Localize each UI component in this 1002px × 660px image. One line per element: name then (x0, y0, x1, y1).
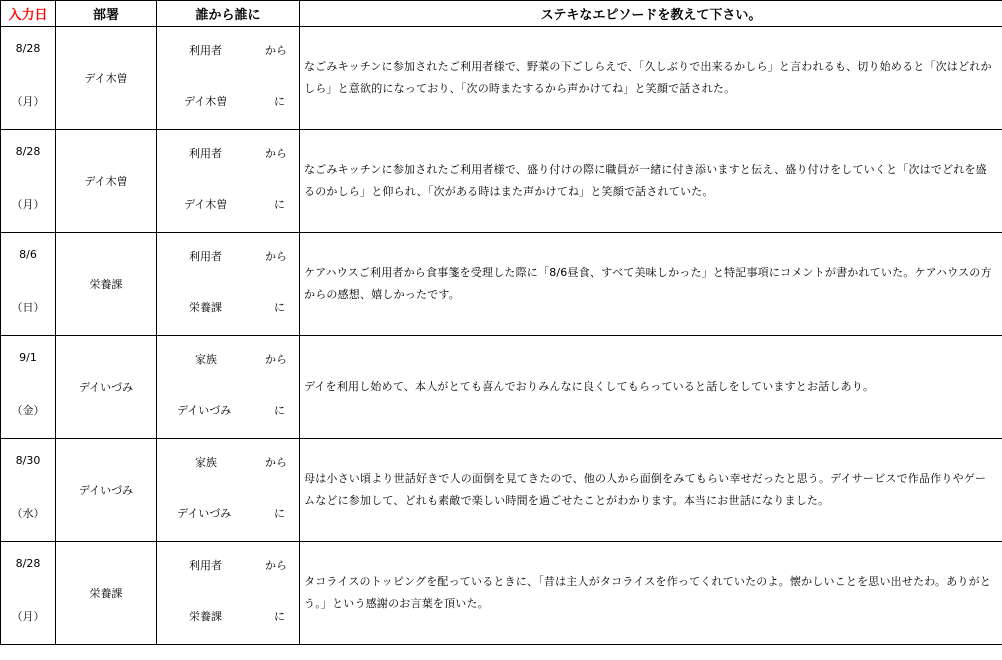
from-suffix: から (265, 147, 287, 160)
header-row (1, 1, 1002, 27)
weekday-value: （日） (11, 301, 45, 314)
weekday-value: （水） (11, 507, 45, 520)
who-cell[interactable] (157, 336, 300, 439)
from-value: 利用者 (189, 44, 222, 57)
header-episode: ステキなエピソードを教えて下さい。 (300, 1, 1002, 27)
header-who: 誰から誰に (157, 1, 300, 27)
to-suffix: に (274, 404, 285, 417)
from-value: 利用者 (189, 559, 222, 572)
dept-cell[interactable]: デイいづみ (56, 336, 157, 439)
to-value: デイいづみ (177, 404, 232, 417)
episode-cell[interactable]: ケアハウスご利用者から食事箋を受理した際に「8/6昼食、すべて美味しかった」と特記事項にコメントが書かれていた。ケアハウスの方からの感想、嬉しかったです。 (300, 233, 1002, 336)
dept-cell[interactable]: 栄養課 (56, 233, 157, 336)
from-suffix: から (265, 250, 287, 263)
to-value: 栄養課 (189, 301, 222, 314)
who-cell[interactable] (157, 233, 300, 336)
from-value: 家族 (195, 353, 217, 366)
date-value: 8/6 (19, 248, 37, 261)
weekday-value: （月） (11, 198, 45, 211)
date-value: 8/28 (15, 557, 41, 570)
date-value: 8/28 (15, 145, 41, 158)
dept-cell[interactable]: デイ木曽 (56, 130, 157, 233)
table-row (1, 233, 1002, 336)
header-dept: 部署 (56, 1, 157, 27)
dept-cell[interactable]: デイいづみ (56, 439, 157, 542)
who-cell[interactable] (157, 27, 300, 130)
date-value: 9/1 (19, 351, 37, 364)
table-row (1, 27, 1002, 130)
who-cell[interactable] (157, 130, 300, 233)
dept-cell[interactable]: 栄養課 (56, 542, 157, 645)
to-suffix: に (274, 198, 285, 211)
header-date: 入力日 (1, 1, 56, 27)
to-value: デイ木曽 (184, 198, 228, 211)
who-cell[interactable] (157, 542, 300, 645)
table-row (1, 439, 1002, 542)
episode-cell[interactable]: 母は小さい頃より世話好きで人の面倒を見てきたので、他の人から面倒をみてもらい幸せだったと思う。デイサービスで作品作りやゲームなどに参加して、どれも素敵で楽しい時間を過ごせたことがわかります。本当にお世話になりました。 (300, 439, 1002, 542)
dept-cell[interactable]: デイ木曽 (56, 27, 157, 130)
from-suffix: から (265, 353, 287, 366)
from-value: 家族 (195, 456, 217, 469)
weekday-value: （金） (11, 404, 45, 417)
to-suffix: に (274, 507, 285, 520)
to-value: デイ木曽 (184, 95, 228, 108)
from-suffix: から (265, 559, 287, 572)
date-cell[interactable] (1, 542, 56, 645)
episode-cell[interactable]: デイを利用し始めて、本人がとても喜んでおりみんなに良くしてもらっていると話しをしていますとお話しあり。 (300, 336, 1002, 439)
weekday-value: （月） (11, 95, 45, 108)
from-value: 利用者 (189, 250, 222, 263)
from-suffix: から (265, 44, 287, 57)
from-value: 利用者 (189, 147, 222, 160)
to-suffix: に (274, 95, 285, 108)
who-cell[interactable] (157, 439, 300, 542)
episode-cell[interactable]: なごみキッチンに参加されたご利用者様で、盛り付けの際に職員が一緒に付き添いますと伝え、盛り付けをしていくと「次はでどれを盛るのかしら」と仰られ、「次がある時はまた声かけてね」と笑顔で話されていた。 (300, 130, 1002, 233)
date-cell[interactable] (1, 439, 56, 542)
date-value: 8/30 (15, 454, 41, 467)
episode-cell[interactable]: なごみキッチンに参加されたご利用者様で、野菜の下ごしらえで、「久しぶりで出来るかしら」と言われるも、切り始めると「次はどれかしら」と意欲的になっており、「次の時またするから声かけてね」と笑顔で話された。 (300, 27, 1002, 130)
weekday-value: （月） (11, 610, 45, 623)
date-cell[interactable] (1, 130, 56, 233)
to-value: デイいづみ (177, 507, 232, 520)
date-value: 8/28 (15, 42, 41, 55)
to-suffix: に (274, 301, 285, 314)
to-suffix: に (274, 610, 285, 623)
date-cell[interactable] (1, 27, 56, 130)
table-row (1, 336, 1002, 439)
episode-cell[interactable]: タコライスのトッピングを配っているときに、「昔は主人がタコライスを作ってくれていたのよ。懐かしいことを思い出せたわ。ありがとう。」という感謝のお言葉を頂いた。 (300, 542, 1002, 645)
table-row (1, 542, 1002, 645)
to-value: 栄養課 (189, 610, 222, 623)
from-suffix: から (265, 456, 287, 469)
table-row (1, 130, 1002, 233)
date-cell[interactable] (1, 336, 56, 439)
date-cell[interactable] (1, 233, 56, 336)
